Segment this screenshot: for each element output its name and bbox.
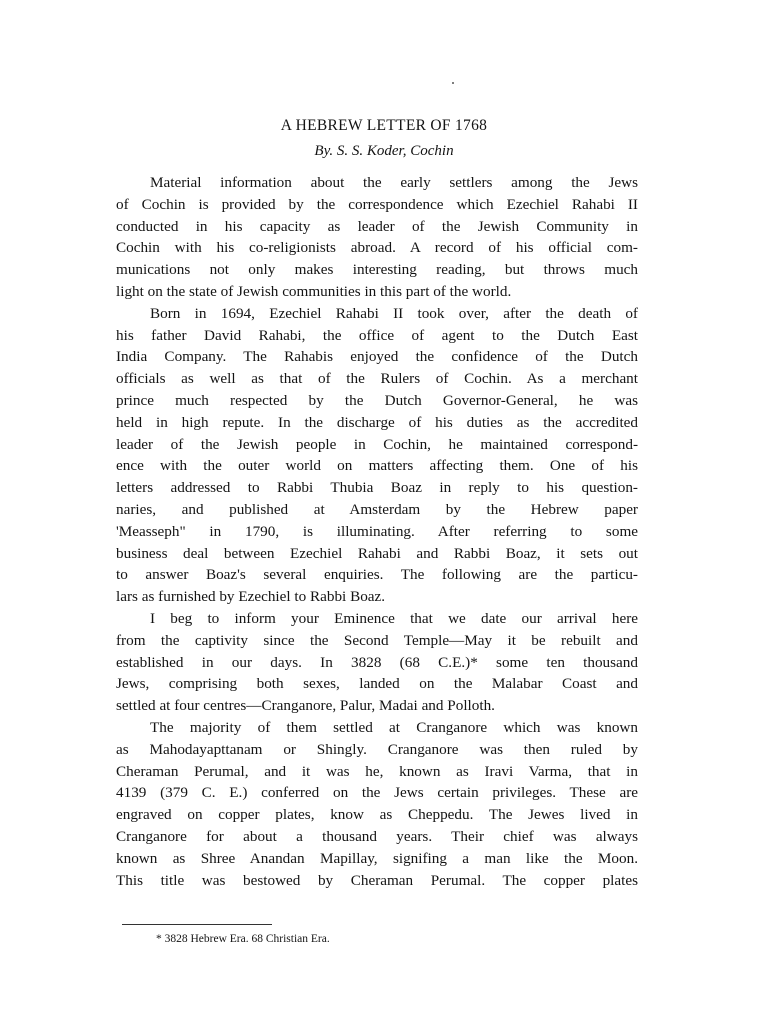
- paragraph-line: This title was bestowed by Cheraman Perumal. The copper plates: [116, 871, 638, 889]
- paragraph-line: to answer Boaz's several enquiries. The following are the particu-: [116, 566, 638, 584]
- paragraph-line: of Cochin is provided by the correspondence which Ezechiel Rahabi II: [116, 195, 638, 213]
- paragraph-line: prince much respected by the Dutch Governor-General, he was: [116, 391, 638, 409]
- paragraph-line: 'Measseph" in 1790, is illuminating. After referring to some: [116, 522, 638, 540]
- paragraph-line: his father David Rahabi, the office of agent to the Dutch East: [116, 326, 638, 344]
- paragraph-line: settled at four centres—Cranganore, Palur, Madai and Polloth.: [116, 697, 495, 715]
- paragraph-line: officials as well as that of the Rulers of Cochin. As a merchant: [116, 370, 638, 388]
- paragraph-line: I beg to inform your Eminence that we date our arrival here: [150, 609, 638, 627]
- paragraph-line: leader of the Jewish people in Cochin, he maintained correspond-: [116, 435, 638, 453]
- paragraph-4: [116, 717, 638, 891]
- paragraph-line: letters addressed to Rabbi Thubia Boaz in reply to his question-: [116, 479, 638, 497]
- paragraph-line: naries, and published at Amsterdam by the Hebrew paper: [116, 500, 638, 518]
- paragraph-line: lars as furnished by Ezechiel to Rabbi Boaz.: [116, 588, 386, 606]
- article-body: [116, 172, 638, 891]
- article-byline: By. S. S. Koder, Cochin: [314, 143, 454, 159]
- paragraph-line: Cochin with his co-religionists abroad. A record of his official com-: [116, 239, 638, 257]
- paragraph-line: ence with the outer world on matters affecting them. One of his: [116, 457, 638, 475]
- paragraph-line: Cranganore for about a thousand years. Their chief was always: [116, 827, 638, 845]
- paragraph-3: [116, 608, 638, 717]
- paragraph-line: conducted in his capacity as leader of the Jewish Community in: [116, 217, 638, 235]
- paragraph-line: India Company. The Rahabis enjoyed the confidence of the Dutch: [116, 348, 638, 366]
- paragraph-line: as Mahodayapttanam or Shingly. Cranganore was then ruled by: [116, 740, 638, 758]
- paragraph-line: Jews, comprising both sexes, landed on the Malabar Coast and: [116, 675, 638, 693]
- paragraph-2: [116, 303, 638, 608]
- paragraph-line: from the captivity since the Second Temple—May it be rebuilt and: [116, 631, 638, 649]
- paragraph-line: munications not only makes interesting reading, but throws much: [116, 261, 638, 279]
- paragraph-line: known as Shree Anandan Mapillay, signifing a man like the Moon.: [116, 849, 638, 867]
- scan-speck: [452, 82, 454, 84]
- paragraph-line: Material information about the early settlers among the Jews: [150, 174, 638, 191]
- footnote-rule: [122, 924, 272, 925]
- paragraph-1: [116, 172, 638, 303]
- paragraph-line: held in high repute. In the discharge of his duties as the accredited: [116, 413, 638, 431]
- paragraph-line: established in our days. In 3828 (68 C.E.)* some ten thousand: [116, 653, 638, 671]
- paragraph-line: Born in 1694, Ezechiel Rahabi II took over, after the death of: [150, 304, 638, 322]
- paragraph-line: The majority of them settled at Cranganore which was known: [150, 718, 638, 736]
- article-title: A HEBREW LETTER OF 1768: [280, 117, 488, 134]
- paragraph-line: business deal between Ezechiel Rahabi and Rabbi Boaz, it sets out: [116, 544, 638, 562]
- paragraph-line: light on the state of Jewish communities in this part of the world.: [116, 282, 512, 300]
- footnote: * 3828 Hebrew Era. 68 Christian Era.: [156, 933, 330, 945]
- paragraph-line: Cheraman Perumal, and it was he, known as Iravi Varma, that in: [116, 762, 638, 780]
- paragraph-line: engraved on copper plates, know as Cheppedu. The Jewes lived in: [116, 806, 638, 824]
- paragraph-line: 4139 (379 C. E.) conferred on the Jews certain privileges. These are: [116, 784, 638, 802]
